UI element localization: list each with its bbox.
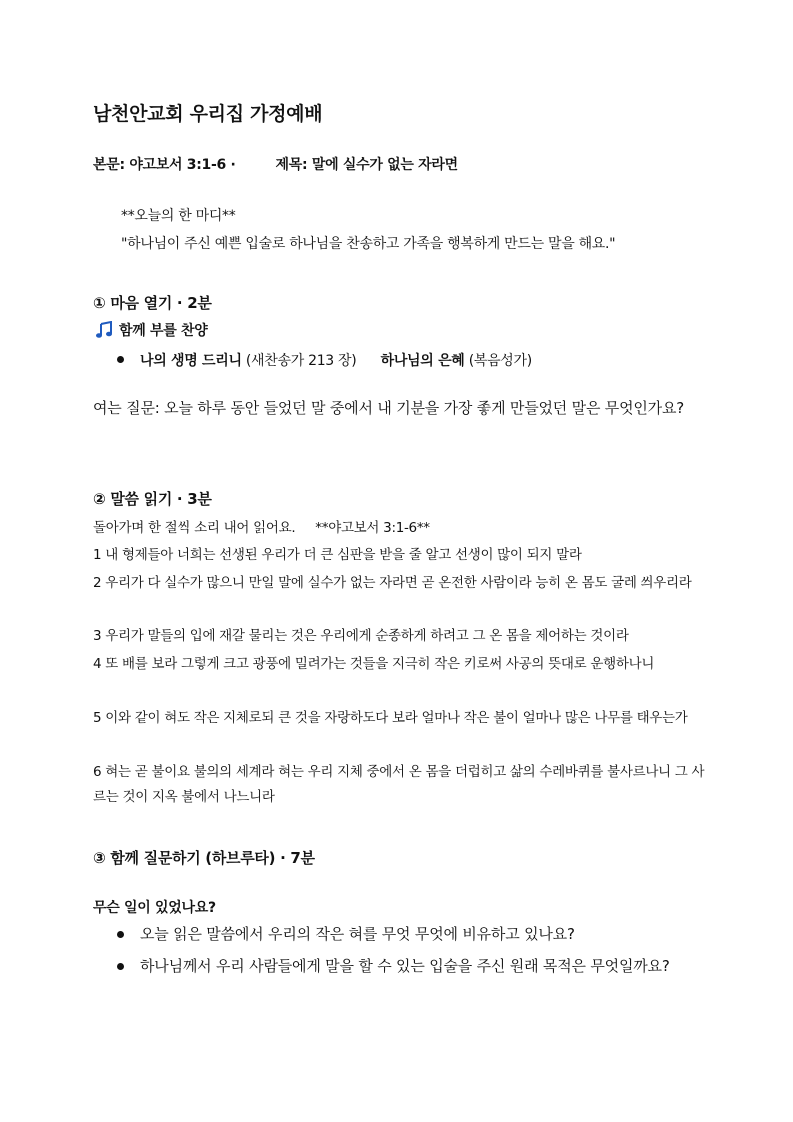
section2-heading: ② 말씀 읽기 · 3분	[93, 490, 212, 508]
page-title: 남천안교회 우리집 가정예배	[93, 103, 323, 125]
verse-1: 1 내 형제들아 너희는 선생된 우리가 더 큰 심판을 받을 줄 알고 선생이 많이 되지 말라	[93, 547, 582, 563]
music-note-icon	[95, 321, 113, 339]
section3-subheading: 무슨 일이 있었나요?	[93, 900, 216, 916]
opening-question: 여는 질문: 오늘 하루 동안 들었던 말 중에서 내 기분을 가장 좋게 만들었던 말은 무엇인가요?	[93, 399, 685, 417]
word-of-day-quote: "하나님이 주신 예쁜 입술로 하나님을 찬송하고 가족을 행복하게 만드는 말을 해요."	[121, 236, 616, 252]
word-of-day-heading: **오늘의 한 마디**	[121, 208, 236, 224]
sermon-reference	[93, 154, 458, 174]
song2-source: (복음성가)	[468, 353, 532, 369]
bullet-icon	[117, 931, 124, 938]
reading-intro-ref: **야고보서 3:1-6**	[315, 520, 430, 536]
reading-intro-text: 돌아가며 한 절씩 소리 내어 읽어요.	[93, 520, 296, 536]
question-text: 하나님께서 우리 사람들에게 말을 할 수 있는 입술을 주신 원래 목적은 무엇일까요?	[140, 957, 670, 975]
reading-intro	[93, 516, 708, 541]
verse-5: 5 이와 같이 혀도 작은 지체로되 큰 것을 자랑하도다 보라 얼마나 작은 불이 얼마나 많은 나무를 태우는가	[93, 710, 688, 726]
verse-4: 4 또 배를 보라 그렇게 크고 광풍에 밀려가는 것들을 지극히 작은 키로써 사공의 뜻대로 운행하나니	[93, 656, 655, 672]
question-text: 오늘 읽은 말씀에서 우리의 작은 혀를 무엇 무엇에 비유하고 있나요?	[140, 925, 575, 943]
songs-heading	[95, 320, 208, 340]
songs-heading-label: 함께 부를 찬양	[119, 323, 208, 339]
verse-3: 3 우리가 말들의 입에 재갈 물리는 것은 우리에게 순종하게 하려고 그 온 몸을 제어하는 것이라	[93, 628, 629, 644]
bullet-icon	[117, 356, 124, 363]
song1-title: 나의 생명 드리니	[140, 353, 242, 369]
song-list-item	[117, 350, 532, 370]
question-item	[117, 953, 677, 980]
passage-label: 본문: 야고보서 3:1-6 ·	[93, 157, 236, 173]
verse-2: 2 우리가 다 실수가 많으니 만일 말에 실수가 없는 자라면 곧 온전한 사람이라 능히 온 몸도 굴레 씌우리라	[93, 575, 692, 591]
bullet-icon	[117, 963, 124, 970]
song2-title: 하나님의 은혜	[380, 353, 465, 369]
section1-heading: ① 마음 열기 · 2분	[93, 294, 212, 312]
verse-6: 6 혀는 곧 불이요 불의의 세계라 혀는 우리 지체 중에서 온 몸을 더럽히고 삶의 수레바퀴를 불사르나니 그 사르는 것이 지옥 불에서 나느니라	[93, 764, 705, 805]
song1-source: (새찬송가 213 장)	[245, 353, 357, 369]
question-item	[117, 921, 677, 948]
subject-label: 제목: 말에 실수가 없는 자라면	[275, 157, 458, 173]
section3-heading: ③ 함께 질문하기 (하브루타) · 7분	[93, 849, 315, 867]
